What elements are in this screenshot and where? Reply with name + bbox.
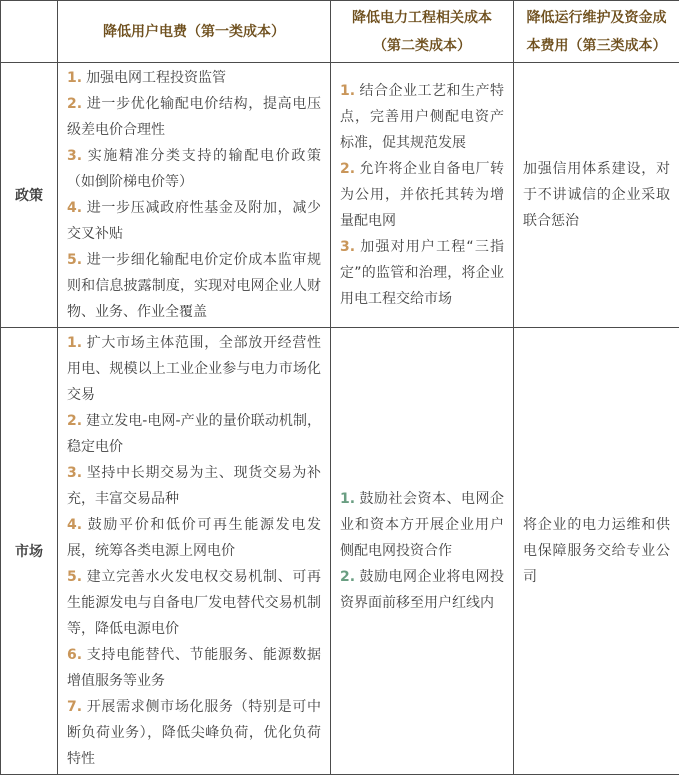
item-text: 建立发电-电网-产业的量价联动机制，稳定电价 [67, 413, 321, 455]
item-number: 2. [67, 96, 82, 112]
list-item [67, 642, 321, 694]
item-text: 支持电能替代、节能服务、能源数据增值服务等业务 [67, 647, 321, 689]
policy-cost2-cell [331, 63, 514, 328]
list-item [67, 65, 321, 91]
list-item [67, 408, 321, 460]
list-item [67, 694, 321, 772]
market-cost2-cell [331, 328, 514, 775]
item-text: 建立完善水火发电权交易机制、可再生能源发电与自备电厂发电替代交易机制等，降低电源电价 [67, 569, 321, 637]
column-header-cost1: 降低用户电费（第一类成本） [58, 1, 331, 63]
policy-row [1, 63, 679, 328]
item-number: 4. [67, 200, 82, 216]
item-number: 5. [67, 569, 82, 585]
item-number: 3. [67, 465, 82, 481]
cell-text: 将企业的电力运维和供电保障服务交给专业公司 [523, 512, 670, 590]
list-item [67, 564, 321, 642]
item-number: 2. [67, 413, 82, 429]
row-label-market: 市场 [1, 328, 58, 775]
market-row [1, 328, 679, 775]
item-number: 1. [67, 70, 82, 86]
item-number: 2. [340, 161, 355, 177]
item-text: 扩大市场主体范围，全部放开经营性用电、规模以上工业企业参与电力市场化交易 [67, 335, 321, 403]
list-item [340, 234, 504, 312]
item-number: 3. [340, 239, 355, 255]
policy-cost3-cell [514, 63, 679, 328]
column-header-cost3: 降低运行维护及资金成本费用（第三类成本） [514, 1, 679, 63]
item-text: 进一步细化输配电价定价成本监审规则和信息披露制度，实现对电网企业人财物、业务、作业全覆盖 [67, 252, 321, 320]
list-item [340, 156, 504, 234]
item-number: 6. [67, 647, 82, 663]
item-text: 进一步压减政府性基金及附加，减少交叉补贴 [67, 200, 321, 242]
item-text: 开展需求侧市场化服务（特别是可中断负荷业务），降低尖峰负荷，优化负荷特性 [67, 699, 321, 767]
row-label-policy: 政策 [1, 63, 58, 328]
list-item [67, 247, 321, 325]
item-number: 4. [67, 517, 82, 533]
item-text: 鼓励电网企业将电网投资界面前移至用户红线内 [340, 569, 504, 611]
item-number: 1. [340, 491, 355, 507]
item-number: 2. [340, 569, 355, 585]
item-text: 实施精准分类支持的输配电价政策（如倒阶梯电价等） [67, 148, 321, 190]
item-number: 1. [340, 83, 355, 99]
item-text: 结合企业工艺和生产特点，完善用户侧配电资产标准，促其规范发展 [340, 83, 504, 151]
column-header-cost2: 降低电力工程相关成本（第二类成本） [331, 1, 514, 63]
market-cost3-cell [514, 328, 679, 775]
market-cost1-cell [58, 328, 331, 775]
list-item [67, 143, 321, 195]
policy-cost1-cell [58, 63, 331, 328]
list-item [67, 195, 321, 247]
list-item [67, 330, 321, 408]
list-item [340, 564, 504, 616]
list-item [67, 512, 321, 564]
item-number: 7. [67, 699, 82, 715]
item-text: 进一步优化输配电价结构，提高电压级差电价合理性 [67, 96, 321, 138]
item-text: 加强对用户工程“三指定”的监管和治理，将企业用电工程交给市场 [340, 239, 504, 307]
cell-text: 加强信用体系建设，对于不讲诚信的企业采取联合惩治 [523, 156, 670, 234]
list-item [340, 78, 504, 156]
item-text: 允许将企业自备电厂转为公用，并依托其转为增量配电网 [340, 161, 504, 229]
corner-cell [1, 1, 58, 63]
header-row [1, 1, 679, 63]
item-text: 坚持中长期交易为主、现货交易为补充，丰富交易品种 [67, 465, 321, 507]
item-number: 5. [67, 252, 82, 268]
item-text: 加强电网工程投资监管 [86, 70, 226, 86]
item-text: 鼓励平价和低价可再生能源发电发展，统筹各类电源上网电价 [67, 517, 321, 559]
item-number: 3. [67, 148, 82, 164]
item-number: 1. [67, 335, 82, 351]
list-item [340, 486, 504, 564]
item-text: 鼓励社会资本、电网企业和资本方开展企业用户侧配电网投资合作 [340, 491, 504, 559]
list-item [67, 91, 321, 143]
list-item [67, 460, 321, 512]
